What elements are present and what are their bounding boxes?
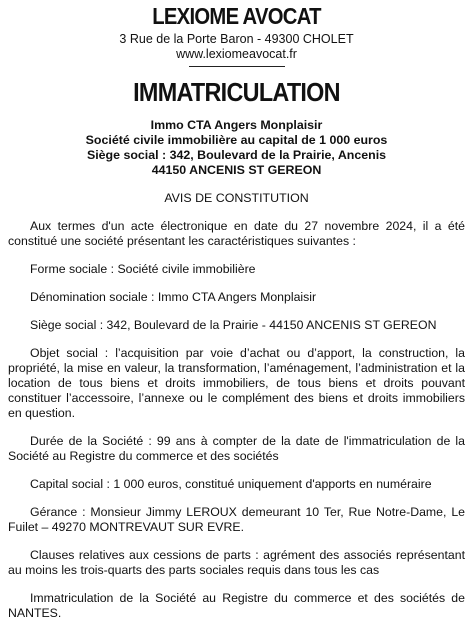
firm-name: LEXIOME AVOCAT (152, 3, 321, 29)
paragraph-forme-sociale: Forme sociale : Société civile immobilière (30, 262, 256, 276)
paragraph-immatriculation: Immatriculation de la Société au Registre du commerce et des sociétés de NANTES. (8, 591, 465, 620)
company-form-capital: Société civile immobilière au capital de 1 000 euros (85, 133, 388, 147)
company-block (8, 118, 465, 178)
company-city: 44150 ANCENIS ST GEREON (151, 163, 322, 177)
legal-notice-page (0, 3, 473, 620)
paragraph-capital: Capital social : 1 000 euros, constitué uniquement d'apports en numéraire (30, 477, 432, 491)
paragraph-siege-social: Siège social : 342, Boulevard de la Prairie - 44150 ANCENIS ST GEREON (30, 318, 437, 332)
firm-website: www.lexiomeavocat.fr (176, 47, 297, 61)
paragraph-gerance: Gérance : Monsieur Jimmy LEROUX demeurant 10 Ter, Rue Notre-Dame, Le Fuilet – 49270 MONTREVAUT SUR EVRE. (8, 505, 465, 534)
company-name: Immo CTA Angers Monplaisir (150, 118, 323, 132)
notice-heading: AVIS DE CONSTITUTION (164, 191, 309, 205)
paragraph-duree: Durée de la Société : 99 ans à compter de la date de l'immatriculation de la Société au Registre du commerce et des sociétés (8, 434, 465, 463)
paragraph-denomination: Dénomination sociale : Immo CTA Angers Monplaisir (30, 290, 317, 304)
company-seat: Siège social : 342, Boulevard de la Prairie, Ancenis (86, 148, 387, 162)
paragraph-cessions: Clauses relatives aux cessions de parts : agrément des associés représentant au moins les trois-quarts des parts sociales requis dans tous les cas (8, 548, 465, 577)
paragraph-intro: Aux termes d'un acte électronique en date du 27 novembre 2024, il a été constitué une société présentant les caractéristiques suivantes : (8, 219, 465, 248)
firm-address: 3 Rue de la Porte Baron - 49300 CHOLET (119, 32, 354, 46)
paragraph-objet-social: Objet social : l’acquisition par voie d’achat ou d’apport, la construction, la propriété, la mise en valeur, la transformation, l’aménagement, l’administration et la location de tous biens et droits immobiliers, de tous biens et droits pouvant constituer l’accessoire, l’annexe ou le complément des biens et droits immobiliers en question. (8, 346, 465, 420)
notice-title: IMMATRICULATION (133, 77, 340, 107)
header-divider (189, 66, 285, 67)
